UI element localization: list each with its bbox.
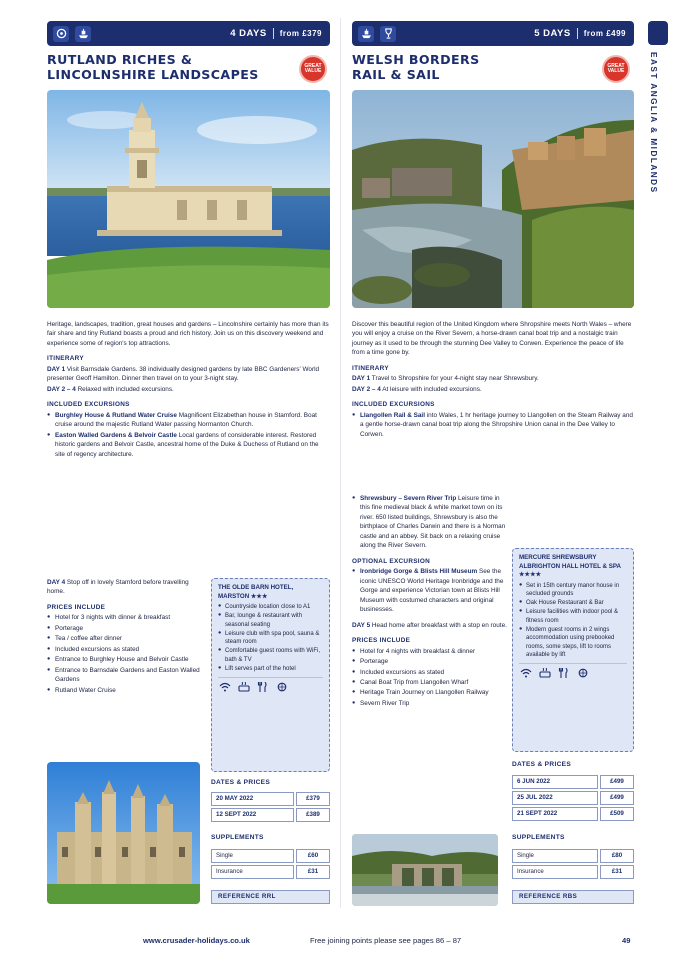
supplement-row xyxy=(512,865,634,879)
excursion-text: See the iconic UNESCO World Heritage Ironbridge and the Gorge and experience Victorian town at Blists Hill Museum with costumed characters and original businesses. xyxy=(360,568,504,614)
day-text: Visit Barnsdale Gardens. 38 individually designed gardens by late BBC Gardeners' World presenter Geoff Hamilton. Dinner then travel on to your 3-night stay. xyxy=(47,365,320,383)
price-cell: £509 xyxy=(600,807,634,821)
list-item: ● Porterage xyxy=(352,657,507,666)
excursion-title: Ironbridge Gorge & Blists Hill Museum xyxy=(360,568,478,576)
right-hotel-panel xyxy=(512,548,634,752)
left-excursions-list xyxy=(47,411,330,459)
list-item: ● Entrance to Burghley House and Belvoir Castle xyxy=(47,655,205,664)
supplement-row xyxy=(211,865,330,879)
list-item xyxy=(47,411,330,430)
dining-icon xyxy=(256,681,269,692)
left-header-bar xyxy=(47,21,330,46)
left-prices-list xyxy=(47,613,205,695)
day-text: Travel to Shropshire for your 4-night stay near Shrewsbury. xyxy=(371,375,539,383)
burghley-house-photo xyxy=(47,762,200,904)
list-item: ● Leisure facilities with indoor pool & fitness room xyxy=(519,608,627,625)
list-item: ● Tea / coffee after dinner xyxy=(47,634,205,643)
excursion-title: Burghley House & Rutland Water Cruise xyxy=(55,411,177,419)
day-label: DAY 1 xyxy=(352,375,371,383)
supplement-label: Insurance xyxy=(512,865,598,879)
date-row xyxy=(211,792,330,806)
left-description xyxy=(47,320,330,460)
list-item: ● Heritage Train Journey on Llangollen Railway xyxy=(352,688,507,697)
right-dates-heading: DATES & PRICES xyxy=(512,761,572,768)
ship-icon xyxy=(75,26,91,42)
leisure-icon xyxy=(576,667,589,678)
day-label: DAY 4 xyxy=(47,579,66,586)
left-duration: 4 DAYS xyxy=(230,27,267,39)
day-text: Relaxed with included excursions. xyxy=(77,385,174,393)
list-item: ● Modern guest rooms in 2 wings accommodation using prebooked rooms, some steps, lift to rooms available by lift xyxy=(519,626,627,659)
left-intro: Heritage, landscapes, tradition, great houses and gardens – Lincolnshire certainly has more than its fair share and tiny Rutland boasts a proud and rich history. Join us on this discovery weekend and experience some of region's top attractions. xyxy=(47,321,329,347)
right-shrewsbury-text xyxy=(352,494,507,709)
left-hotel-panel xyxy=(211,578,330,772)
right-title xyxy=(352,52,480,82)
right-title-line2: RAIL & SAIL xyxy=(352,67,440,82)
list-item: ● Porterage xyxy=(47,624,205,633)
date-row xyxy=(512,791,634,805)
wifi-icon xyxy=(218,681,231,692)
list-item: ● Canal Boat Trip from Llangollen Wharf xyxy=(352,678,507,687)
date-row xyxy=(512,807,634,821)
excursion-text: into Wales, 1 hr heritage journey to Llangollen on the Steam Railway and a gentle horse-drawn canal boat trip along the Shropshire Union canal in the Dee Valley to Corwen. xyxy=(360,411,633,438)
left-great-value-badge: GREAT VALUE xyxy=(299,55,327,83)
list-item: ● Leisure club with spa pool, sauna & steam room xyxy=(218,630,323,647)
spa-icon xyxy=(538,667,551,678)
right-intro: Discover this beautiful region of the United Kingdom where Shropshire meets North Wales – where you will enjoy a cruise on the River Severn, a horse-drawn canal boat trip and a nostalgic train journey as it used to be through the stunning Dee Valley to Corwen. Experience the peace of life from a time gone by. xyxy=(352,321,632,357)
list-item: ● Oak House Restaurant & Bar xyxy=(519,599,627,607)
date-row xyxy=(512,775,634,789)
left-lower-text xyxy=(47,578,205,696)
day-label: DAY 5 xyxy=(352,621,371,629)
left-supplements-heading: SUPPLEMENTS xyxy=(211,834,264,841)
list-item: ● Hotel for 3 nights with dinner & breakfast xyxy=(47,613,205,622)
right-prices-heading: PRICES INCLUDE xyxy=(352,637,411,645)
day-label: DAY 2 – 4 xyxy=(352,385,381,393)
list-item: ● Set in 15th century manor house in secluded grounds xyxy=(519,582,627,599)
supplement-price: £31 xyxy=(600,865,634,879)
right-reference: REFERENCE RBS xyxy=(512,890,634,904)
right-duration: 5 DAYS xyxy=(534,27,571,39)
price-cell: £379 xyxy=(296,792,330,806)
day-label: DAY 2 – 4 xyxy=(47,385,76,393)
hotel-features xyxy=(519,582,627,659)
left-prices-heading: PRICES INCLUDE xyxy=(47,603,106,611)
right-prices-list xyxy=(352,647,507,709)
right-header-bar xyxy=(352,21,634,46)
list-item: ● Rutland Water Cruise xyxy=(47,686,205,695)
ship-icon xyxy=(358,26,374,42)
right-dates-table xyxy=(512,775,634,823)
right-itinerary-day1 xyxy=(352,374,634,383)
right-description xyxy=(352,320,634,440)
date-cell: 25 JUL 2022 xyxy=(512,791,598,805)
wine-glass-icon xyxy=(380,26,396,42)
right-optional-heading: OPTIONAL EXCURSION xyxy=(352,557,431,565)
day-text: Stop off in lovely Stamford before travelling home. xyxy=(47,579,189,596)
day-text: At leisure with included excursions. xyxy=(382,385,482,393)
header-separator xyxy=(273,28,274,39)
supplement-price: £80 xyxy=(600,849,634,863)
column-divider xyxy=(340,18,341,908)
left-title xyxy=(47,52,259,82)
right-from-price: from £499 xyxy=(583,28,626,38)
dining-icon xyxy=(557,667,570,678)
list-item xyxy=(352,567,507,614)
price-cell: £499 xyxy=(600,791,634,805)
hotel-facility-icons xyxy=(519,663,627,678)
list-item xyxy=(352,411,634,439)
left-title-line1: RUTLAND RICHES & xyxy=(47,52,193,67)
normanton-church-photo xyxy=(47,90,330,308)
list-item: ● Bar, lounge & restaurant with seasonal seating xyxy=(218,612,323,629)
excursion-title: Shrewsbury – Severn River Trip xyxy=(360,495,457,502)
left-dates-table xyxy=(211,792,330,824)
excursion-text: Magnificent Elizabethan house in Stamford. Boat cruise around the majestic Rutland Water passing Normanton Church. xyxy=(55,411,317,429)
right-itinerary-day5 xyxy=(352,621,507,630)
page-number: 49 xyxy=(622,936,631,945)
excursion-text: Leisure time in this fine medieval black & white market town on its river. 650 listed buildings, Shrewsbury is also the birthplace of Charles Darwin and there is a Norman castle and an abbey. Sit back on a relaxing cruise along the River Severn. xyxy=(360,495,506,550)
left-itinerary-day1 xyxy=(47,365,330,384)
hotel-name: MERCURE SHREWSBURY ALBRIGHTON HALL HOTEL & SPA ★★★★ xyxy=(519,554,621,579)
date-cell: 20 MAY 2022 xyxy=(211,792,294,806)
list-item: ● Included excursions as stated xyxy=(352,668,507,677)
supplement-price: £60 xyxy=(296,849,330,863)
joining-points-note: Free joining points please see pages 86 – 87 xyxy=(310,936,462,945)
date-cell: 21 SEPT 2022 xyxy=(512,807,598,821)
supplement-row xyxy=(211,849,330,863)
right-supplements-heading: SUPPLEMENTS xyxy=(512,834,565,841)
right-itinerary-heading: ITINERARY xyxy=(352,364,389,372)
wifi-icon xyxy=(519,667,532,678)
list-item xyxy=(352,494,507,551)
price-cell: £389 xyxy=(296,808,330,822)
list-item: ● Severn River Trip xyxy=(352,699,507,708)
supplement-label: Single xyxy=(512,849,598,863)
date-row xyxy=(211,808,330,822)
day-text: Head home after breakfast with a stop en route. xyxy=(371,621,507,629)
river-valley-photo xyxy=(352,90,634,308)
list-item: ● Comfortable guest rooms with WiFi, bath & TV xyxy=(218,647,323,664)
list-item: ● Countryside location close to A1 xyxy=(218,603,323,611)
supplement-label: Single xyxy=(211,849,294,863)
excursion-title: Llangollen Rail & Sail xyxy=(360,411,425,419)
day-label: DAY 1 xyxy=(47,365,66,373)
coach-icon xyxy=(53,26,69,42)
right-optional-list xyxy=(352,567,507,614)
hotel-features xyxy=(218,603,323,673)
leisure-icon xyxy=(275,681,288,692)
list-item: ● Hotel for 4 nights with breakfast & dinner xyxy=(352,647,507,656)
right-great-value-badge: GREAT VALUE xyxy=(602,55,630,83)
left-itinerary-day2 xyxy=(47,385,330,394)
right-excursions-heading: INCLUDED EXCURSIONS xyxy=(352,401,435,409)
left-itinerary-heading: ITINERARY xyxy=(47,355,84,363)
supplement-row xyxy=(512,849,634,863)
right-excursions-list xyxy=(352,411,634,439)
left-title-line2: LINCOLNSHIRE LANDSCAPES xyxy=(47,67,259,82)
left-itinerary-day4 xyxy=(47,578,205,597)
price-cell: £499 xyxy=(600,775,634,789)
list-item: ● Lift serves part of the hotel xyxy=(218,665,323,673)
right-itinerary-day2 xyxy=(352,385,634,394)
date-cell: 12 SEPT 2022 xyxy=(211,808,294,822)
list-item xyxy=(47,431,330,459)
left-reference: REFERENCE RRL xyxy=(211,890,330,904)
date-cell: 6 JUN 2022 xyxy=(512,775,598,789)
canal-aqueduct-photo xyxy=(352,834,498,906)
website-link[interactable]: www.crusader-holidays.co.uk xyxy=(143,936,250,945)
supplement-label: Insurance xyxy=(211,865,294,879)
region-side-label: EAST ANGLIA & MIDLANDS xyxy=(649,52,658,194)
excursion-title: Easton Walled Gardens & Belvoir Castle xyxy=(55,431,177,439)
right-supplements-table xyxy=(512,849,634,881)
header-separator xyxy=(577,28,578,39)
list-item: ● Entrance to Barnsdale Gardens and Easton Walled Gardens xyxy=(47,666,205,685)
spa-icon xyxy=(237,681,250,692)
list-item: ● Included excursions as stated xyxy=(47,645,205,654)
right-title-line1: WELSH BORDERS xyxy=(352,52,480,67)
side-tab-marker xyxy=(648,21,668,45)
excursion-text: Local gardens of considerable interest. Restored historic gardens and Belvoir Castle, ancestral home of the Duke & Duchess of Rutland on the site of regency architecture. xyxy=(55,431,319,458)
left-excursions-heading: INCLUDED EXCURSIONS xyxy=(47,401,130,409)
supplement-price: £31 xyxy=(296,865,330,879)
left-dates-heading: DATES & PRICES xyxy=(211,779,271,786)
left-supplements-table xyxy=(211,849,330,881)
hotel-name: THE OLDE BARN HOTEL, MARSTON ★★★ xyxy=(218,584,294,600)
left-from-price: from £379 xyxy=(279,28,322,38)
right-excursions-list-cont xyxy=(352,494,507,551)
hotel-facility-icons xyxy=(218,677,323,692)
